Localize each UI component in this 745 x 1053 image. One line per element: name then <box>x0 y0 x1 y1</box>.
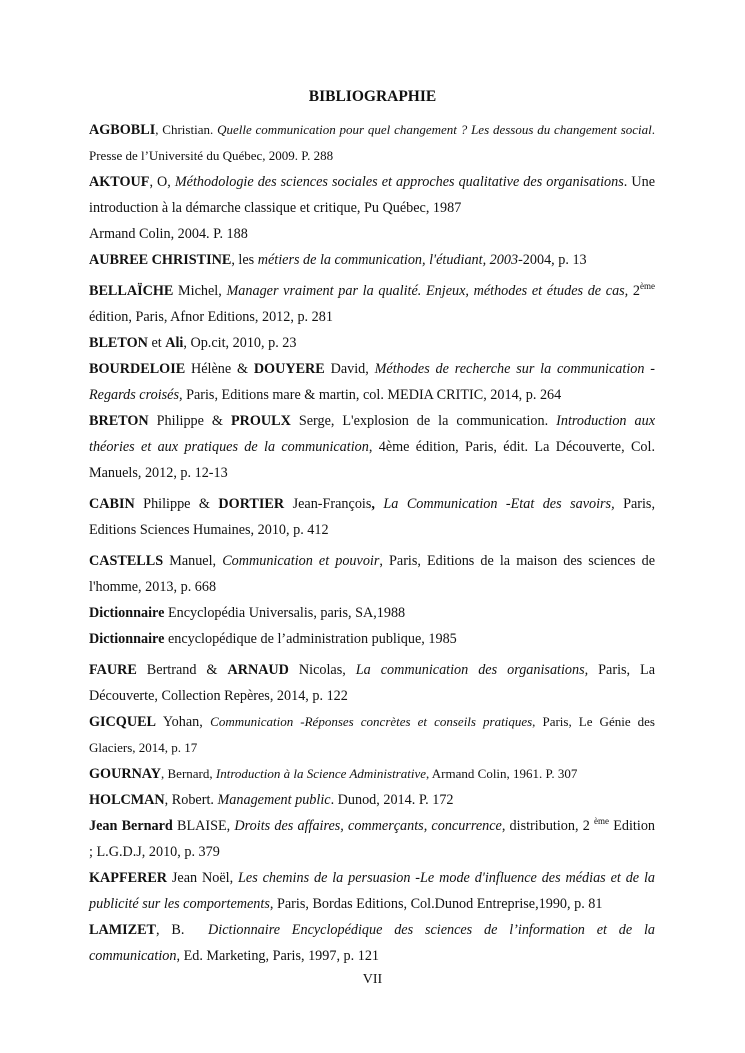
work-title: Management public <box>217 792 331 808</box>
work-title: Manager vraiment par la qualité. Enjeux, méthodes et études de cas, <box>226 283 629 299</box>
bib-entry-gicquel: GICQUEL Yohan, Communication -Réponses concrètes et conseils pratiques, Paris, Le Génie des Glaciers, 2014, p. 17 <box>89 714 655 755</box>
author: Dictionnaire <box>89 631 165 647</box>
bib-entry-agbobli: AGBOBLI, Christian. Quelle communication pour quel changement ? Les dessous du changement social. Presse de l’Université du Québec, 2009. P. 288 <box>89 122 655 163</box>
author: DORTIER <box>218 496 285 512</box>
work-title: métiers de la communication, l'étudiant, 2003 <box>257 252 519 268</box>
author: LAMIZET <box>89 922 157 938</box>
bib-entry-bleton: BLETON et Ali, Op.cit, 2010, p. 23 <box>89 335 297 351</box>
author: BELLAÏCHE <box>89 283 174 299</box>
work-title: Introduction aux théories et aux pratiques de la communication <box>89 413 655 455</box>
bibliography-list <box>89 117 655 969</box>
work-title: Dictionnaire Encyclopédique des sciences de l’information et de la communication <box>89 922 655 964</box>
author: Ali <box>165 335 184 351</box>
bib-entry-lamizet: LAMIZET, B. Dictionnaire Encyclopédique des sciences de l’information et de la communication, Ed. Marketing, Paris, 1997, p. 121 <box>89 922 655 964</box>
bib-entry-aubree: AUBREE CHRISTINE, les métiers de la communication, l'étudiant, 2003-2004, p. 13 <box>89 252 587 268</box>
work-title: Communication et pouvoir <box>222 553 380 569</box>
bib-entry-armand: Armand Colin, 2004. P. 188 <box>89 226 248 242</box>
bib-entry-dictionnaire-2: Dictionnaire encyclopédique de l’administration publique, 1985 <box>89 631 457 647</box>
bib-entry-holcman: HOLCMAN, Robert. Management public. Dunod, 2014. P. 172 <box>89 792 454 808</box>
work-title: Communication -Réponses concrètes et conseils pratiques <box>210 714 533 729</box>
bib-entry-kapferer: KAPFERER Jean Noël, Les chemins de la persuasion -Le mode d'influence des médias et de la publicité sur les comportements, Paris, Bordas Editions, Col.Dunod Entreprise,1990, p. 81 <box>89 870 656 912</box>
author: FAURE <box>89 662 137 678</box>
author: AUBREE CHRISTINE <box>89 252 232 268</box>
author: AKTOUF <box>89 174 150 190</box>
author: AGBOBLI <box>89 122 156 138</box>
bib-entry-cabin: CABIN Philippe & DORTIER Jean-François, La Communication -Etat des savoirs, Paris, Editions Sciences Humaines, 2010, p. 412 <box>89 496 655 538</box>
author: BOURDELOIE <box>89 361 186 377</box>
bib-entry-faure: FAURE Bertrand & ARNAUD Nicolas, La communication des organisations, Paris, La Découverte, Collection Repères, 2014, p. 122 <box>89 662 656 704</box>
author: DOUYERE <box>253 361 325 377</box>
author: GICQUEL <box>89 714 157 730</box>
bib-entry-dictionnaire-1: Dictionnaire Encyclopédia Universalis, paris, SA,1988 <box>89 605 406 621</box>
page-title: BIBLIOGRAPHIE <box>308 88 437 105</box>
work-title: Méthodologie des sciences sociales et approches qualitative des organisations <box>174 174 624 190</box>
bib-entry-aktouf: AKTOUF, O, Méthodologie des sciences sociales et approches qualitative des organisations. Une introduction à la démarche classique et critique, Pu Québec, 1987 <box>89 174 656 216</box>
author: PROULX <box>230 413 291 429</box>
bib-entry-bourdeloie: BOURDELOIE Hélène & DOUYERE David, Méthodes de recherche sur la communication -Regards croisés, Paris, Editions mare & martin, col. MEDIA CRITIC, 2014, p. 264 <box>89 361 655 403</box>
work-title: La communication des organisations, <box>355 662 589 678</box>
work-title: Droits des affaires, commerçants, concurrence <box>234 818 502 834</box>
bib-entry-castells: CASTELLS Manuel, Communication et pouvoir, Paris, Editions de la maison des sciences de l'homme, 2013, p. 668 <box>89 553 655 595</box>
bib-entry-jean-bernard: Jean Bernard BLAISE, Droits des affaires, commerçants, concurrence, distribution, 2 $^{ème}$ Edition ; L.G.D.J, 2010, p. 379 <box>89 816 656 860</box>
author: GOURNAY <box>89 766 161 782</box>
author: ARNAUD <box>227 662 289 678</box>
author: Jean Bernard <box>89 818 173 834</box>
author: BRETON <box>89 413 149 429</box>
bib-entry-gournay: GOURNAY, Bernard, Introduction à la Science Administrative, Armand Colin, 1961. P. 307 <box>89 766 578 782</box>
author: CABIN <box>89 496 135 512</box>
work-title: Méthodes de recherche sur la communication -Regards croisés, <box>89 361 655 403</box>
author: Dictionnaire <box>89 605 165 621</box>
work-title: Les chemins de la persuasion -Le mode d'influence des médias et de la publicité sur les comportements <box>89 870 656 912</box>
work-title: Quelle communication pour quel changement ? Les dessous du changement social <box>217 122 652 137</box>
page-number: VII <box>362 972 383 987</box>
author: BLETON <box>89 335 148 351</box>
work-title: La Communication -Etat des savoirs, <box>374 496 615 512</box>
author: HOLCMAN <box>89 792 165 808</box>
bib-entry-bellaiche: BELLAÏCHE Michel, Manager vraiment par la qualité. Enjeux, méthodes et études de cas, 2ème édition, Paris, Afnor Editions, 2012, p. 281 <box>89 281 656 325</box>
work-title: Introduction à la Science Administrative <box>215 766 427 781</box>
author: KAPFERER <box>89 870 168 886</box>
author: CASTELLS <box>89 553 164 569</box>
bib-entry-breton: BRETON Philippe & PROULX Serge, L'explosion de la communication. Introduction aux théories et aux pratiques de la communication, 4ème édition, Paris, édit. La Découverte, Col. Manuels, 2012, p. 12-13 <box>89 413 655 481</box>
